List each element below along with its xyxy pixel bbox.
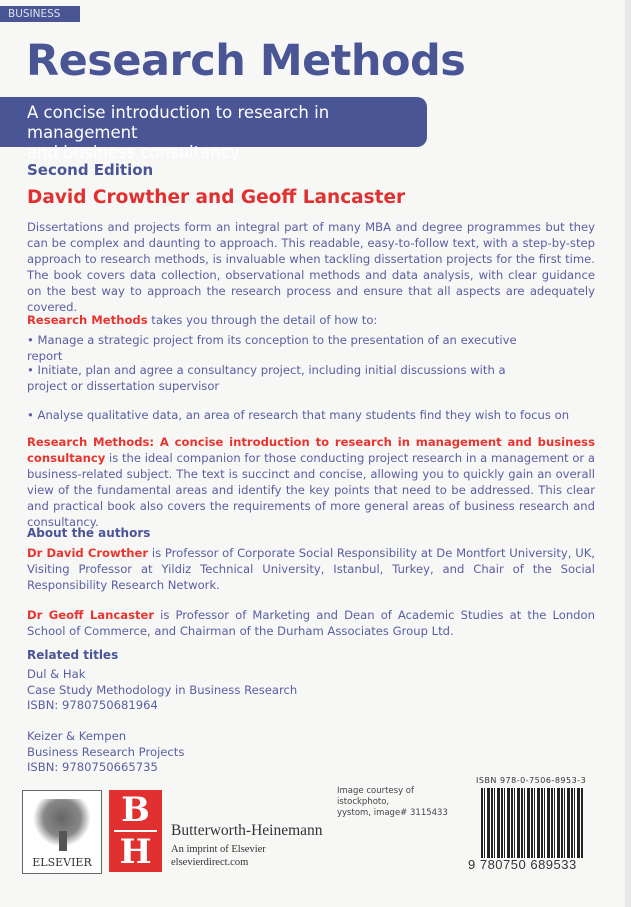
- text: is the ideal companion for those conducting project research in a management or a business-related subject. The text is succinct and concise, allowing you to quickly gain an overall view of the fundamental areas and identify the key points that need to be addressed. This clear and practical book also covers the requirements of more general areas of business research and consultancy.: [27, 451, 595, 529]
- authors: David Crowther and Geoff Lancaster: [27, 187, 406, 208]
- bullet-text: Initiate, plan and agree a consultancy project, including initial discussions with a project or dissertation supervisor: [27, 363, 506, 393]
- subtitle-line: and business consultancy: [27, 143, 240, 162]
- logo-letter-b: B: [121, 790, 150, 830]
- related-title: [27, 729, 184, 776]
- book-title: Research Methods: [26, 36, 466, 86]
- author-name: Dr Geoff Lancaster: [27, 608, 155, 622]
- logo-letter-h: H: [119, 832, 152, 872]
- elsevier-wordmark: ELSEVIER: [32, 856, 92, 869]
- author-name: Dr David Crowther: [27, 546, 149, 560]
- publisher-block: [171, 822, 323, 869]
- bullet-item: • Manage a strategic project from its conception to the presentation of an executive report: [27, 333, 517, 363]
- intro-paragraph: Dissertations and projects form an integral part of many MBA and degree programmes but they can be complex and daunting to approach. This readable, easy-to-follow text, with a step-by-step approach to research methods, is invaluable when tackling dissertation projects for the first time. The book covers data collection, observational methods and data analysis, with clear guidance on the best way to approach the research process and ensure that all aspects are adequately covered.: [27, 220, 595, 314]
- subtitle-banner: [0, 97, 427, 162]
- author-bio: [27, 607, 595, 639]
- image-credit: [337, 786, 448, 819]
- publisher-name: Butterworth-Heinemann: [171, 822, 323, 839]
- related-book-title: Business Research Projects: [27, 744, 185, 759]
- companion-paragraph: [27, 434, 595, 530]
- related-authors: Keizer & Kempen: [27, 729, 127, 743]
- credit-line: Image courtesy of: [337, 786, 414, 796]
- category-tag: BUSINESS: [0, 6, 80, 22]
- bio-text: is Professor of Corporate Social Responsibility at De Montfort University, UK, Visiting Professor at Yildiz Technical University, Istanbul, Turkey, and Chair of the Social Responsibility Research Network.: [27, 546, 595, 592]
- tree-trunk: [59, 831, 67, 851]
- bio-text: is Professor of Marketing and Dean of Academic Studies at the London School of Commerce, and Chairman of the Durham Associates Group Ltd.: [27, 608, 595, 638]
- credit-line: istockphoto,: [337, 797, 390, 807]
- elsevier-logo: [22, 790, 102, 874]
- bullet-item: • Analyse qualitative data, an area of research that many students find they wish to focus on: [27, 408, 570, 422]
- bullet-text: Manage a strategic project from its conception to the presentation of an executive report: [27, 333, 517, 363]
- imprint: An imprint of Elsevier: [171, 844, 266, 855]
- related-authors: Dul & Hak: [27, 667, 86, 681]
- subtitle-line: A concise introduction to research in management: [27, 103, 330, 142]
- takes-you-line: [27, 312, 595, 328]
- page-edge: [625, 0, 631, 907]
- text: takes you through the detail of how to:: [147, 313, 378, 327]
- credit-line: yystom, image# 3115433: [337, 808, 448, 818]
- author-bio: [27, 545, 595, 593]
- related-title: [27, 667, 297, 714]
- bullet-text: Analyse qualitative data, an area of research that many students find they wish to focus on: [37, 408, 570, 422]
- barcode: [481, 788, 583, 858]
- edition: Second Edition: [27, 161, 154, 179]
- related-heading: Related titles: [27, 648, 119, 662]
- isbn: ISBN 978-0-7506-8953-3: [476, 776, 587, 785]
- related-isbn: ISBN: 9780750681964: [27, 698, 158, 712]
- book-full-title: Research Methods: A concise introduction to research in management and business consultancy: [27, 435, 595, 465]
- bullet-item: • Initiate, plan and agree a consultancy project, including initial discussions with a project or dissertation supervisor: [27, 363, 506, 393]
- related-isbn: ISBN: 9780750665735: [27, 760, 158, 774]
- about-heading: About the authors: [27, 526, 151, 540]
- book-name: Research Methods: [27, 313, 148, 327]
- bh-logo: [109, 790, 162, 872]
- website: elsevierdirect.com: [171, 857, 249, 868]
- related-book-title: Case Study Methodology in Business Research: [27, 682, 298, 697]
- barcode-number: 9 780750 689533: [468, 857, 577, 872]
